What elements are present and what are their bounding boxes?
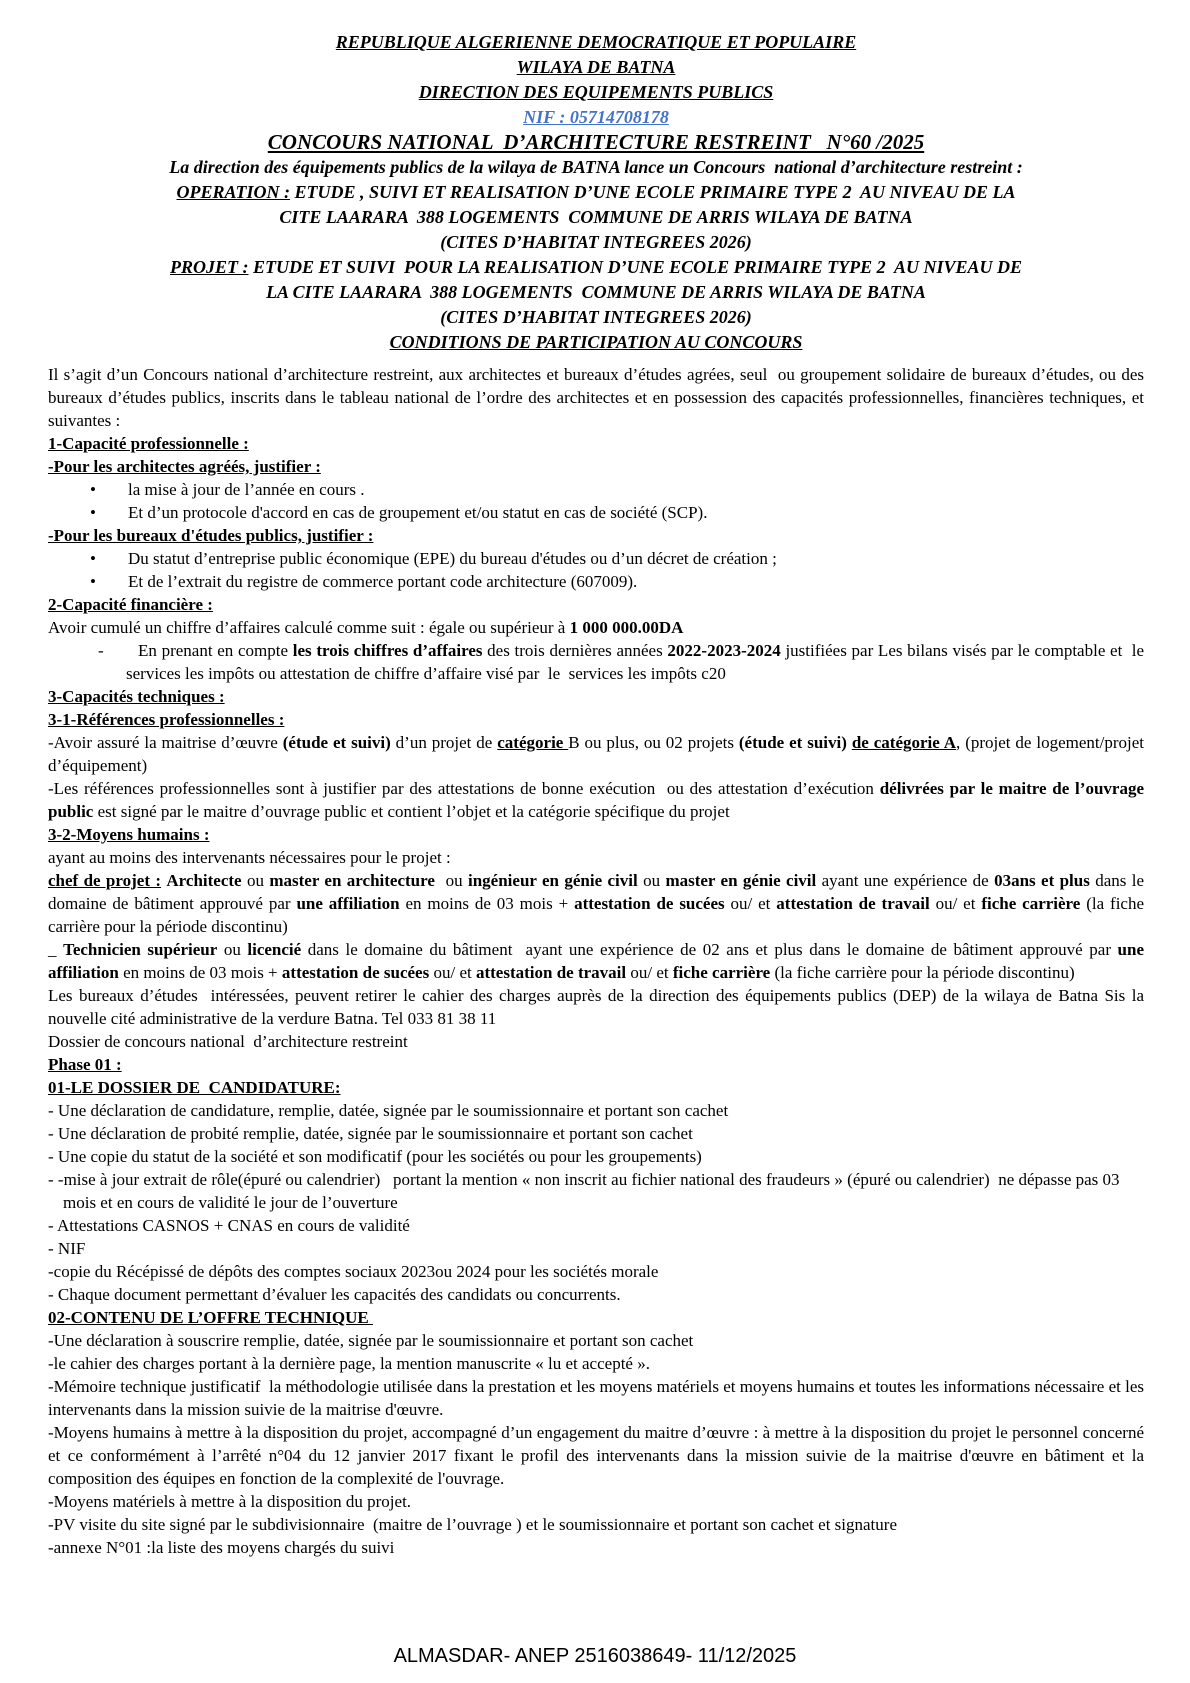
text-segment: une affiliation — [296, 894, 400, 913]
intro-line — [48, 155, 1144, 180]
document-line — [48, 1513, 1144, 1536]
document-line — [48, 869, 1149, 938]
wilaya-title — [48, 55, 1144, 80]
subsection-moyens-humains — [48, 823, 1144, 846]
text-segment: (CITES D’HABITAT INTEGREES 2026) — [440, 232, 752, 252]
text-segment: Avoir cumulé un chiffre d’affaires calculé comme suit : égale ou supérieur à — [48, 618, 570, 637]
text-segment: -annexe N°01 :la liste des moyens chargés du suivi — [48, 1538, 395, 1557]
text-segment: ou/ et — [929, 894, 982, 913]
document-line — [48, 846, 1144, 869]
text-segment: 2022-2023-2024 — [667, 641, 781, 660]
text-segment: CONCOURS NATIONAL D’ARCHITECTURE RESTREINT N°60 /2025 — [267, 130, 925, 154]
conditions-heading — [48, 330, 1144, 355]
text-segment: -Pour les bureaux d'études publics, justifier : — [48, 526, 374, 545]
text-segment: -copie du Récépissé de dépôts des comptes sociaux 2023ou 2024 pour les sociétés morale — [48, 1262, 659, 1281]
phase-heading — [48, 1053, 1144, 1076]
document-line — [48, 1490, 1144, 1513]
text-segment: ou — [434, 871, 468, 890]
text-segment: justifiées par Les bilans visés par le comptable et le services les impôts ou attestation de chiffre d’affaire visé par le services les impôts c20 — [126, 641, 1149, 683]
text-segment: ou — [241, 871, 270, 890]
document-line — [48, 1030, 1144, 1053]
projet-line — [48, 255, 1144, 280]
text-segment: 3-1-Références professionnelles : — [48, 710, 285, 729]
document-line — [48, 1214, 1144, 1237]
text-segment: des trois dernières années — [482, 641, 668, 660]
text-segment: -Mémoire technique justificatif la méthodologie utilisée dans la prestation et les moyens matériels et moyens humains et toutes les informations nécessaire et les intervenants dans la mission suivie de la maitrise d'œuvre. — [48, 1377, 1149, 1419]
text-segment: ayant au moins des intervenants nécessaires pour le projet : — [48, 848, 451, 867]
document-line — [48, 616, 1144, 639]
text-segment: ingénieur en génie civil — [468, 871, 638, 890]
text-segment: - Une copie du statut de la société et son modificatif (pour les sociétés ou pour les groupements) — [48, 1147, 702, 1166]
text-segment: 02-CONTENU DE L’OFFRE TECHNIQUE — [48, 1308, 373, 1327]
text-segment: (CITES D’HABITAT INTEGREES 2026) — [440, 307, 752, 327]
document-line — [48, 478, 1144, 501]
text-segment: CONDITIONS DE PARTICIPATION AU CONCOURS — [389, 332, 803, 352]
text-segment: Phase 01 : — [48, 1055, 122, 1074]
document-line — [48, 1283, 1144, 1306]
text-segment: 1-Capacité professionnelle : — [48, 434, 249, 453]
text-segment: Du statut d’entreprise public économique (EPE) du bureau d'études ou d’un décret de création ; — [128, 549, 777, 568]
document-line — [48, 547, 1144, 570]
document-line — [48, 501, 1144, 524]
text-segment: fiche carrière — [672, 963, 771, 982]
text-segment: dans le domaine du bâtiment ayant une expérience de 02 ans et plus dans le domaine de bâtiment approuvé par — [301, 940, 1118, 959]
text-segment: Dossier de concours national d’architecture restreint — [48, 1032, 408, 1051]
document-line — [48, 1099, 1144, 1122]
text-segment: - -mise à jour extrait de rôle(épuré ou calendrier) portant la mention « non inscrit au fichier national des fraudeurs » (épuré ou calendrier) ne dépasse pas 03 mois et en cours de validité le jour de l’ouverture — [48, 1170, 1124, 1212]
text-segment: B ou plus, ou 02 projets — [568, 733, 739, 752]
text-segment: attestation de travail — [776, 894, 930, 913]
text-segment: - Chaque document permettant d’évaluer les capacités des candidats ou concurrents. — [48, 1285, 621, 1304]
text-segment: délivrées par le maitre de l’ouvrage public — [48, 779, 1149, 821]
document-line — [48, 1168, 1144, 1214]
text-segment: -Une déclaration à souscrire remplie, datée, signée par le soumissionnaire et portant son cachet — [48, 1331, 694, 1350]
text-segment: attestation de sucées — [281, 963, 430, 982]
document-line — [48, 1122, 1144, 1145]
concours-title — [48, 130, 1144, 155]
text-segment: PROJET : — [170, 257, 249, 277]
text-segment: En prenant en compte — [138, 641, 293, 660]
document-line — [48, 1536, 1144, 1559]
text-segment: fiche carrière — [981, 894, 1081, 913]
document-line — [48, 1237, 1144, 1260]
text-segment: 2-Capacité financière : — [48, 595, 213, 614]
text-segment: WILAYA DE BATNA — [516, 57, 676, 77]
operation-line-2 — [48, 205, 1144, 230]
text-segment: La direction des équipements publics de la wilaya de BATNA lance un Concours national d’architecture restreint : — [169, 157, 1023, 177]
list-marker: • — [90, 572, 96, 591]
text-segment: Architecte — [166, 871, 242, 890]
text-segment: (étude et suivi) — [738, 733, 847, 752]
text-segment: Technicien supérieur — [63, 940, 218, 959]
text-segment: Il s’agit d’un Concours national d’architecture restreint, aux architectes et bureaux d’études agrées, seul ou groupement solidaire de bureaux d’études, ou des bureaux d’études publics, inscrits dans le tableau national de l’ordre des architectes et en possession des capacités professionnelles, financières techniques, et suivantes : — [48, 365, 1149, 430]
text-segment: dans le domaine de bâtiment approuvé par — [48, 871, 1149, 913]
text-segment: -PV visite du site signé par le subdivisionnaire (maitre de l’ouvrage ) et le soumissionnaire et portant son cachet et signature — [48, 1515, 897, 1534]
text-segment: -Les références professionnelles sont à justifier par des attestations de bonne exécution ou des attestation d’exécution — [48, 779, 880, 798]
text-segment: catégorie — [497, 733, 569, 752]
operation-line — [48, 180, 1144, 205]
text-segment: -le cahier des charges portant à la dernière page, la mention manuscrite « lu et accepté ». — [48, 1354, 650, 1373]
text-segment: chef de projet : — [48, 871, 162, 890]
text-segment: 1 000 000.00DA — [569, 618, 684, 637]
text-segment: -Pour les architectes agréés, justifier : — [48, 457, 321, 476]
document-line — [48, 731, 1149, 777]
document-line — [48, 777, 1149, 823]
text-segment: master en génie civil — [665, 871, 817, 890]
text-segment: les trois chiffres d’affaires — [292, 641, 483, 660]
text-segment: NIF : 05714708178 — [523, 107, 669, 127]
document-content — [48, 30, 1149, 1559]
text-segment: CITE LAARARA 388 LOGEMENTS COMMUNE DE ARRIS WILAYA DE BATNA — [279, 207, 913, 227]
text-segment: licencié — [247, 940, 302, 959]
document-line — [48, 1375, 1149, 1421]
document-line — [48, 1260, 1144, 1283]
text-segment: OPERATION : — [176, 182, 291, 202]
document-line — [48, 1421, 1149, 1490]
text-segment: - Une déclaration de candidature, remplie, datée, signée par le soumissionnaire et portant son cachet — [48, 1101, 729, 1120]
section-heading-capacite-professionnelle — [48, 432, 1144, 455]
text-segment: attestation de travail — [475, 963, 627, 982]
text-segment: Et de l’extrait du registre de commerce portant code architecture (607009). — [128, 572, 638, 591]
list-marker: • — [90, 503, 96, 522]
text-segment: 03ans et plus — [994, 871, 1090, 890]
text-segment: ETUDE ET SUIVI POUR LA REALISATION D’UNE ECOLE PRIMAIRE TYPE 2 AU NIVEAU DE — [248, 257, 1022, 277]
text-segment: (la fiche carrière pour la période discontinu) — [770, 963, 1075, 982]
text-segment: (la fiche carrière pour la période discontinu) — [48, 894, 1149, 936]
text-segment: la mise à jour de l’année en cours . — [128, 480, 365, 499]
text-segment: ayant une expérience de — [816, 871, 995, 890]
subsection-bureaux-publics — [48, 524, 1144, 547]
nif-line — [48, 105, 1144, 130]
text-segment: 01-LE DOSSIER DE CANDIDATURE: — [48, 1078, 341, 1097]
text-segment: en moins de 03 mois + — [118, 963, 282, 982]
cites-line — [48, 230, 1144, 255]
direction-title — [48, 80, 1144, 105]
text-segment: une affiliation — [48, 940, 1149, 982]
dossier-heading — [48, 1076, 1144, 1099]
intro-paragraph — [48, 363, 1149, 432]
document-line — [48, 1145, 1144, 1168]
text-segment: - Attestations CASNOS + CNAS en cours de validité — [48, 1216, 410, 1235]
text-segment: ETUDE , SUIVI ET REALISATION D’UNE ECOLE PRIMAIRE TYPE 2 AU NIVEAU DE LA — [290, 182, 1016, 202]
section-heading-capacite-financiere — [48, 593, 1144, 616]
text-segment: - Une déclaration de probité remplie, datée, signée par le soumissionnaire et portant son cachet — [48, 1124, 693, 1143]
text-segment: Les bureaux d’études intéressées, peuvent retirer le cahier des charges auprès de la direction des équipements publics (DEP) de la wilaya de Batna Sis la nouvelle cité administrative de la verdure Batna. Tel 033 81 38 11 — [48, 986, 1149, 1028]
list-marker: - — [98, 641, 104, 660]
text-segment: Et d’un protocole d'accord en cas de groupement et/ou statut en cas de société (SCP). — [128, 503, 708, 522]
text-segment: ou — [217, 940, 248, 959]
text-segment: est signé par le maitre d’ouvrage public et contient l’objet et la catégorie spécifique du projet — [93, 802, 730, 821]
list-marker: • — [90, 549, 96, 568]
text-segment: ou/ et — [724, 894, 777, 913]
document-line — [48, 1329, 1144, 1352]
document-line — [48, 570, 1144, 593]
list-marker: • — [90, 480, 96, 499]
document-line — [48, 1352, 1144, 1375]
text-segment: DIRECTION DES EQUIPEMENTS PUBLICS — [418, 82, 774, 102]
offre-heading — [48, 1306, 1144, 1329]
text-segment: ou/ et — [626, 963, 673, 982]
text-segment: ou — [637, 871, 666, 890]
text-segment: 3-Capacités techniques : — [48, 687, 225, 706]
text-segment: REPUBLIQUE ALGERIENNE DEMOCRATIQUE ET POPULAIRE — [335, 32, 857, 52]
subsection-architectes — [48, 455, 1144, 478]
section-heading-capacites-techniques — [48, 685, 1144, 708]
text-segment: ou/ et — [429, 963, 476, 982]
text-segment: 3-2-Moyens humains : — [48, 825, 210, 844]
text-segment: -Moyens matériels à mettre à la disposition du projet. — [48, 1492, 412, 1511]
projet-line-2 — [48, 280, 1144, 305]
text-segment: -Moyens humains à mettre à la disposition du projet, accompagné d’un engagement du maitre d’œuvre : à mettre à la disposition du projet le personnel concerné et ce conformément à l’arrêté n°04 du 12 janvier 2017 fixant le profil des intervenants dans la mission suivie de la maitrise d'œuvre en bâtiment et la composition des équipes en fonction de la complexité de l'ouvrage. — [48, 1423, 1149, 1488]
text-segment: - NIF — [48, 1239, 86, 1258]
text-segment: , (projet de logement/projet d’équipement) — [48, 733, 1149, 775]
cites-line-2 — [48, 305, 1144, 330]
subsection-references — [48, 708, 1144, 731]
text-segment: en moins de 03 mois + — [399, 894, 575, 913]
text-segment: attestation de sucées — [574, 894, 725, 913]
document-line — [48, 984, 1149, 1030]
anep-footer: ALMASDAR- ANEP 2516038649- 11/12/2025 — [393, 1645, 797, 1667]
text-segment: de catégorie A — [851, 733, 957, 752]
text-segment: -Avoir assuré la maitrise d’œuvre — [48, 733, 283, 752]
text-segment: (étude et suivi) — [282, 733, 391, 752]
text-segment: master en architecture — [269, 871, 435, 890]
text-segment: d’un projet de — [390, 733, 498, 752]
republic-title — [48, 30, 1144, 55]
document-line — [48, 938, 1149, 984]
document-line — [48, 639, 1149, 685]
text-segment: _ — [48, 940, 64, 959]
text-segment: LA CITE LAARARA 388 LOGEMENTS COMMUNE DE ARRIS WILAYA DE BATNA — [266, 282, 926, 302]
